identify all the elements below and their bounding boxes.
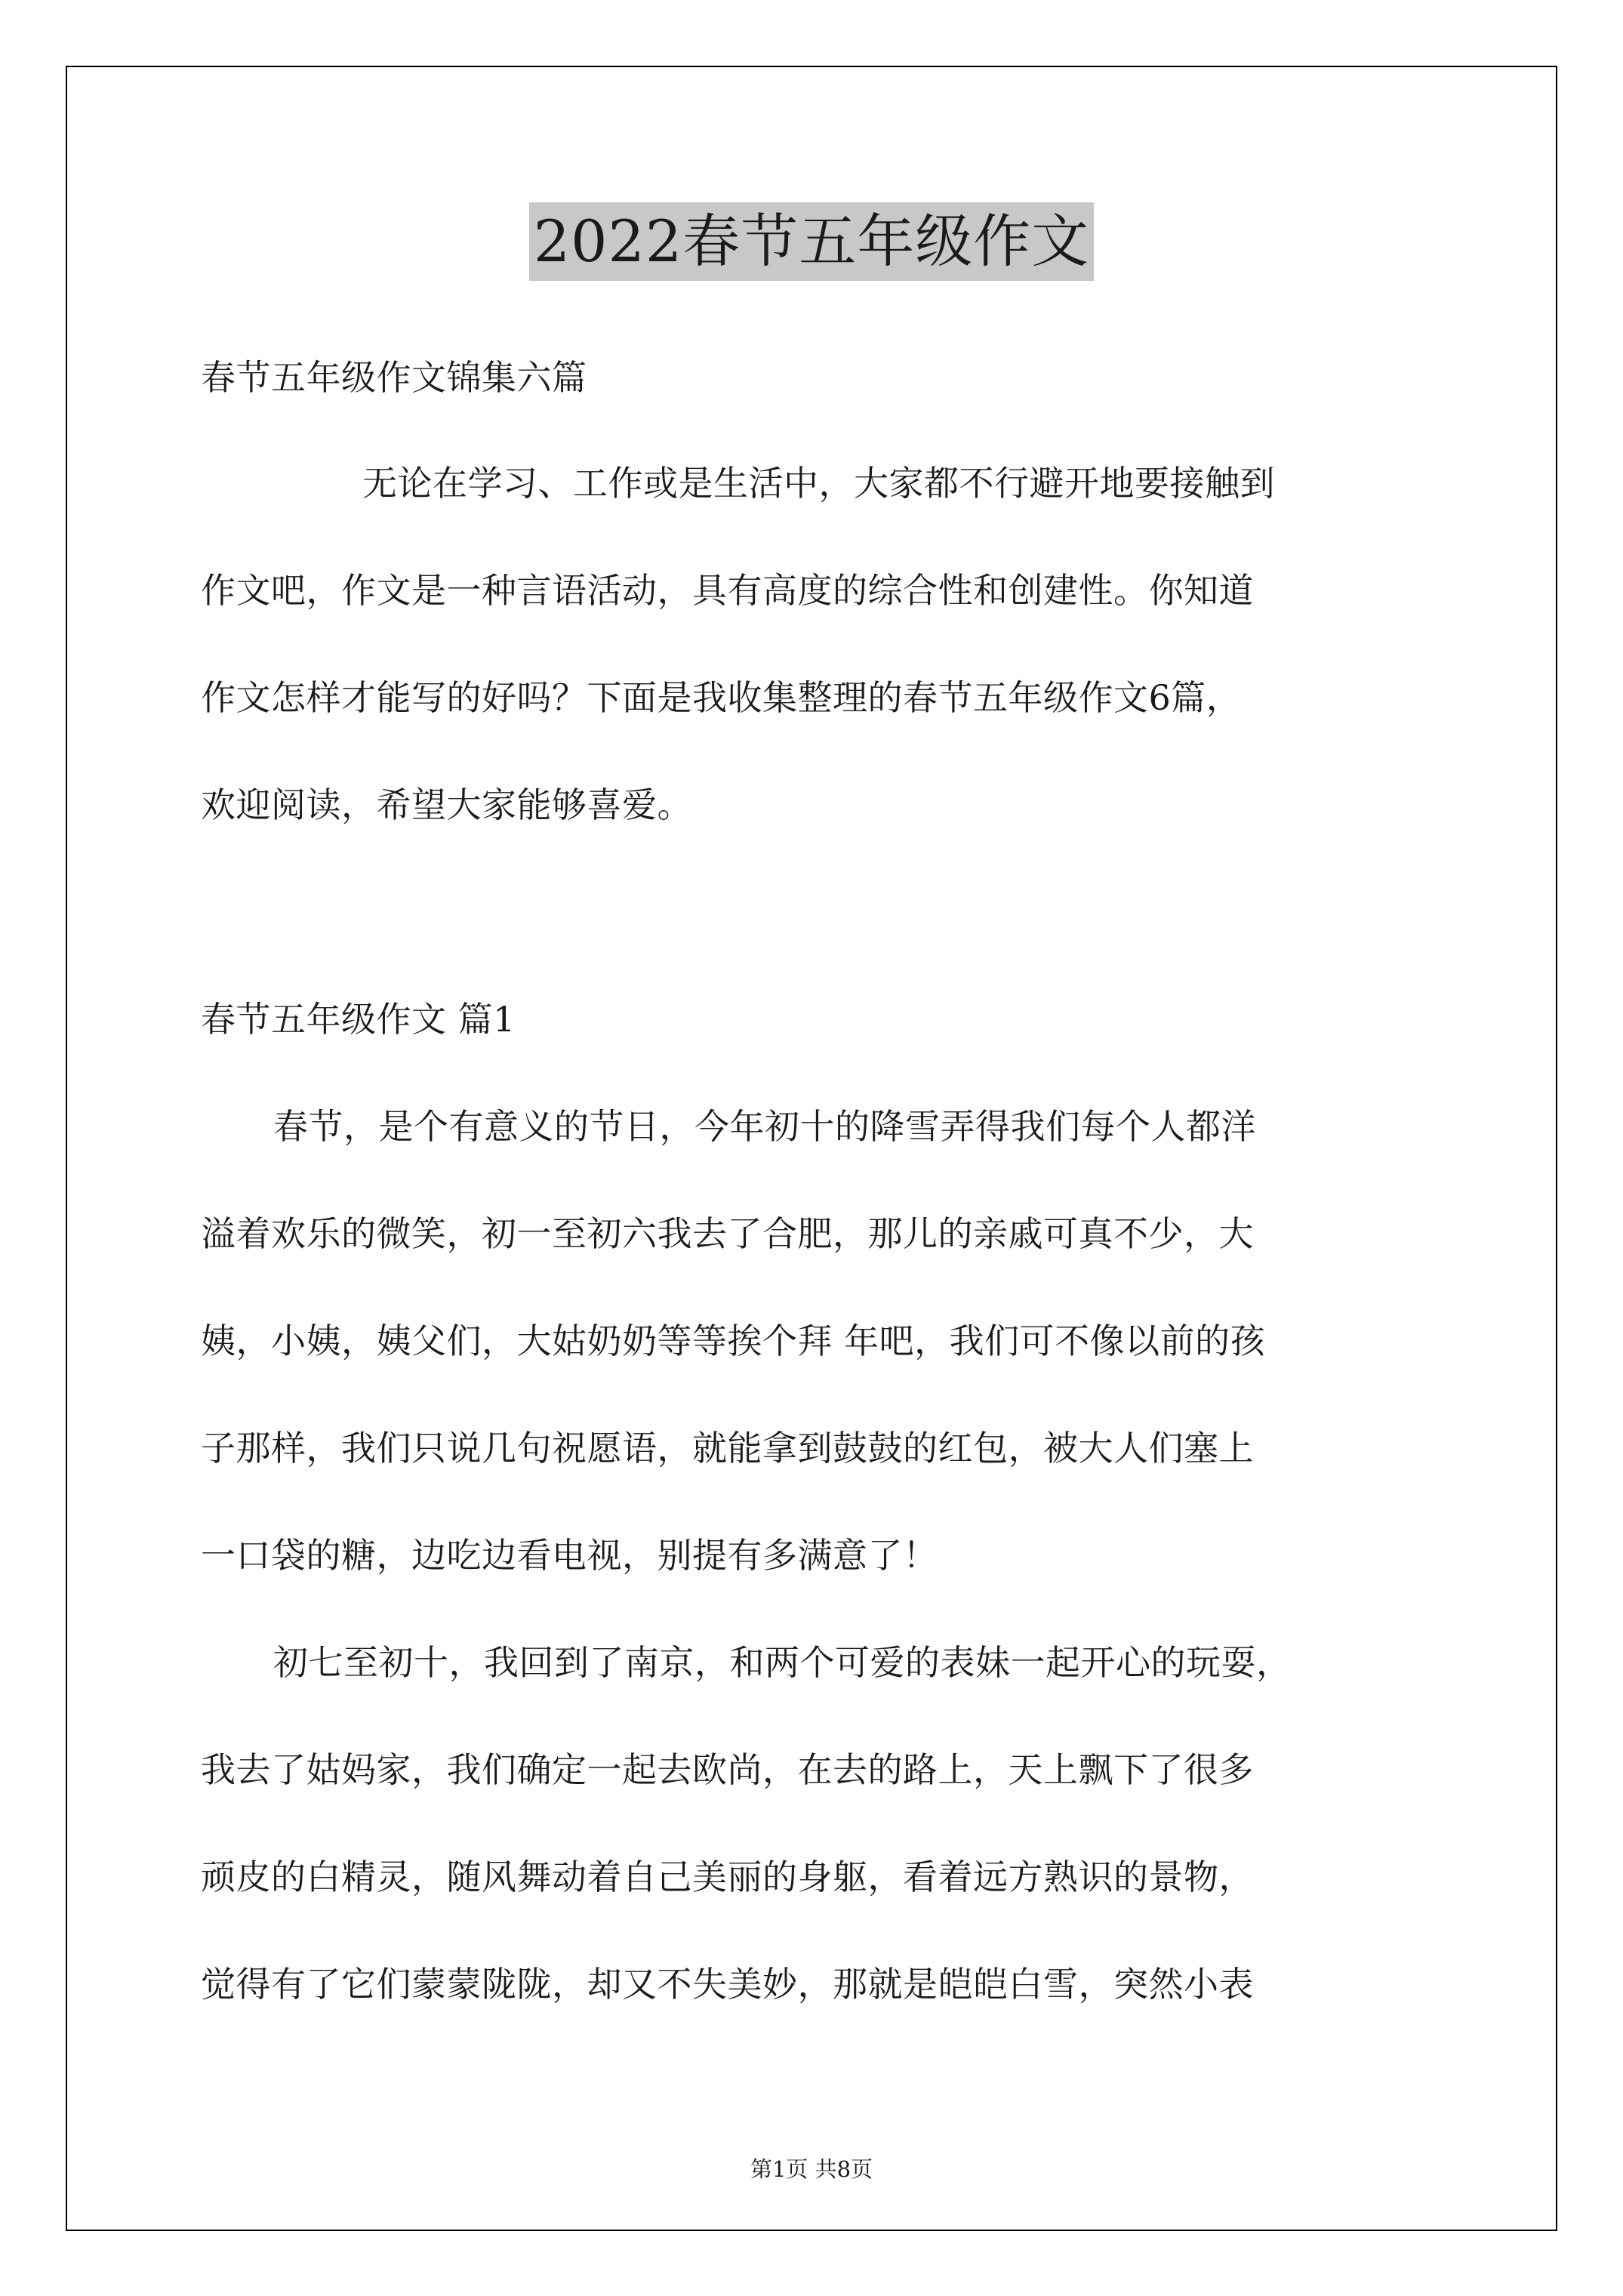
paragraph1-line-4: 子那样，我们只说几句祝愿语，就能拿到鼓鼓的红包，被大人们塞上 bbox=[201, 1428, 1254, 1469]
section-heading: 春节五年级作文 篇1 bbox=[201, 999, 516, 1040]
paragraph1-line-2: 溢着欢乐的微笑，初一至初六我去了合肥，那儿的亲戚可真不少，大 bbox=[201, 1213, 1254, 1254]
intro-line-3: 作文怎样才能写的好吗？下面是我收集整理的春节五年级作文6篇， bbox=[201, 677, 1242, 718]
intro-line-4: 欢迎阅读，希望大家能够喜爱。 bbox=[201, 784, 692, 825]
document-title: 2022春节五年级作文 bbox=[529, 202, 1094, 281]
paragraph1-line-3: 姨，小姨，姨父们，大姑奶奶等等挨个拜 年吧，我们可不像以前的孩 bbox=[201, 1321, 1266, 1361]
paragraph2-line-4: 觉得有了它们蒙蒙陇陇，却又不失美妙，那就是皑皑白雪，突然小表 bbox=[201, 1964, 1254, 2005]
title-container bbox=[0, 202, 1623, 281]
intro-line-1: 无论在学习、工作或是生活中，大家都不行避开地要接触到 bbox=[362, 463, 1275, 504]
page-footer: 第1页 共8页 bbox=[750, 2156, 873, 2182]
subtitle: 春节五年级作文锦集六篇 bbox=[201, 357, 587, 398]
paragraph2-line-3: 顽皮的白精灵，随风舞动着自己美丽的身躯，看着远方熟识的景物， bbox=[201, 1857, 1254, 1897]
paragraph1-line-5: 一口袋的糖，边吃边看电视，别提有多满意了！ bbox=[201, 1535, 938, 1576]
intro-line-2: 作文吧，作文是一种言语活动，具有高度的综合性和创建性。你知道 bbox=[201, 570, 1254, 611]
paragraph2-line-1: 初七至初十，我回到了南京，和两个可爱的表妹一起开心的玩耍， bbox=[273, 1642, 1292, 1683]
paragraph2-line-2: 我去了姑妈家，我们确定一起去欧尚，在去的路上，天上飘下了很多 bbox=[201, 1749, 1254, 1790]
paragraph1-line-1: 春节，是个有意义的节日，今年初十的降雪弄得我们每个人都洋 bbox=[273, 1106, 1256, 1147]
